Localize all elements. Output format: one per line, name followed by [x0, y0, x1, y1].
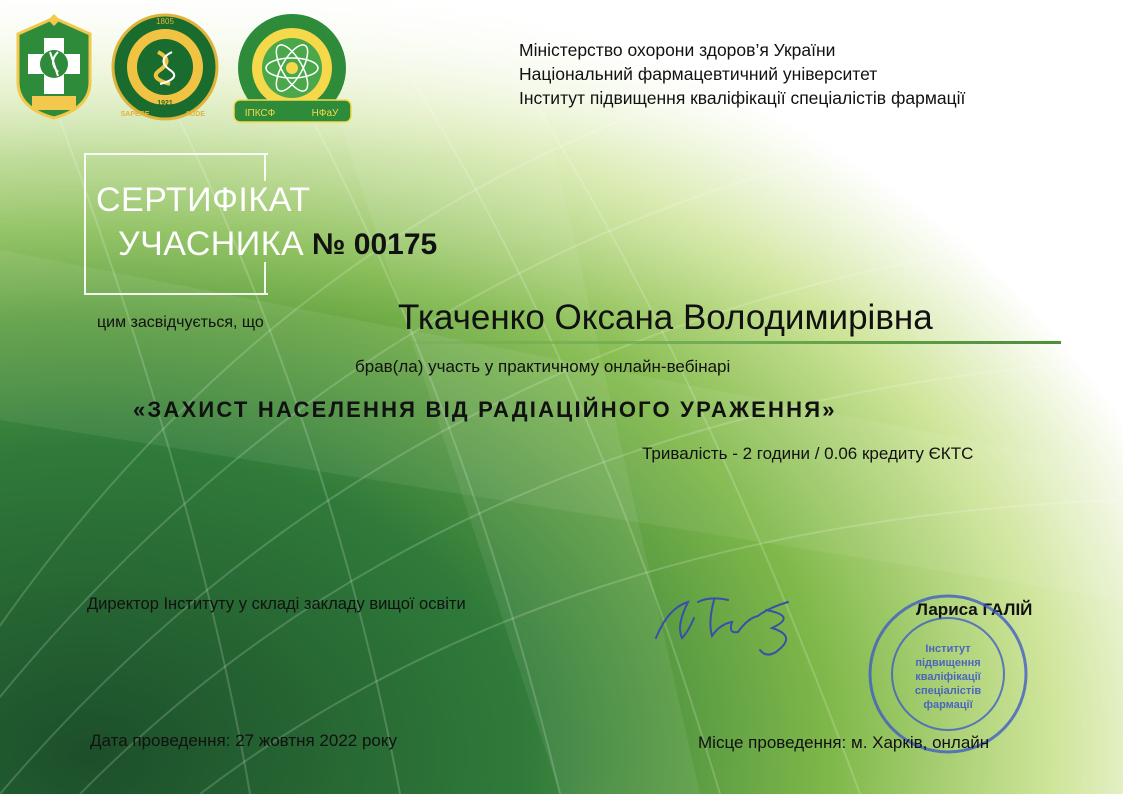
participation-text: брав(ла) участь у практичному онлайн-вебінарі: [355, 357, 731, 376]
certifies-text: цим засвідчується, що: [97, 314, 264, 331]
handwritten-signature: [648, 588, 818, 668]
certificate-title: [96, 178, 310, 266]
name-underline: [346, 341, 1061, 344]
duration-text: Тривалість - 2 години / 0.06 кредиту ЄКТС: [642, 444, 974, 463]
stamp-line: спеціалістів: [914, 685, 982, 697]
issuer-ministry: Міністерство охорони здоров’я України: [519, 40, 836, 60]
institute-abbr-left: ІПКСФ: [244, 108, 276, 119]
title-frame-edge: [264, 262, 266, 293]
certificate-title-line2: УЧАСНИКА: [118, 225, 305, 263]
certificate-title-line1: СЕРТИФІКАТ: [96, 181, 311, 219]
issuer-institute: Інститут підвищення кваліфікації спеціалістів фармації: [519, 88, 966, 108]
seal-year-top: 1805: [156, 17, 174, 26]
participant-name: Ткаченко Оксана Володимирівна: [398, 298, 933, 337]
stamp-line: фармації: [923, 699, 973, 711]
seal-motto-left: SAPERE: [120, 111, 150, 118]
issuer-block: [519, 38, 965, 110]
institute-abbr-right: НФаУ: [311, 108, 339, 119]
seal-year-mid: 1921: [157, 100, 173, 107]
webinar-title: «ЗАХИСТ НАСЕЛЕННЯ ВІД РАДІАЦІЙНОГО УРАЖЕННЯ»: [133, 397, 837, 422]
issuer-university: Національний фармацевтичний університет: [519, 64, 878, 84]
director-name: Лариса ГАЛІЙ: [916, 600, 1033, 619]
ministry-emblem-icon: [12, 12, 96, 122]
certificate-number: № 00175: [312, 228, 438, 261]
institute-seal-icon: [230, 12, 355, 127]
seal-motto-right: AUDE: [185, 111, 205, 118]
event-date: Дата проведення: 27 жовтня 2022 року: [90, 731, 398, 750]
university-seal-icon: [110, 12, 220, 122]
title-frame-edge: [264, 153, 266, 181]
event-place: Місце проведення: м. Харків, онлайн: [698, 733, 990, 752]
stamp-line: підвищення: [915, 657, 981, 669]
stamp-line: кваліфікації: [915, 671, 981, 683]
stamp-line: Інститут: [925, 643, 971, 655]
director-position: Директор Інституту у складі закладу вищої освіти: [87, 595, 466, 613]
